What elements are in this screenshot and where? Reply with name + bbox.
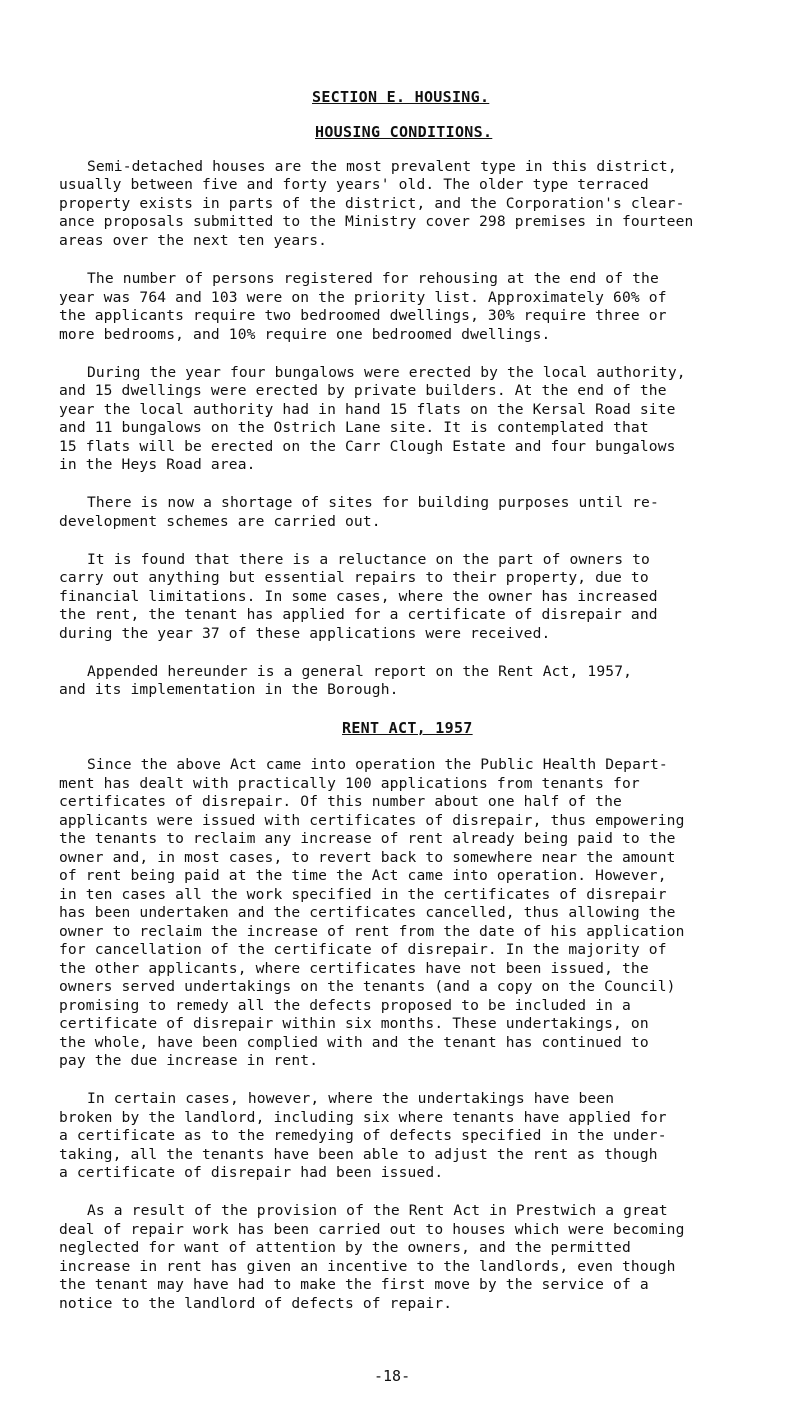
- paragraph-line: a certificate of disrepair had been issued.: [59, 1164, 444, 1181]
- paragraph-line: taking, all the tenants have been able to adjust the rent as though: [59, 1146, 658, 1163]
- page-number: -18-: [374, 1367, 411, 1385]
- paragraph-line: Since the above Act came into operation the Public Health Depart-: [87, 756, 668, 773]
- paragraph-line: owners served undertakings on the tenants (and a copy on the Council): [59, 978, 676, 995]
- paragraph-line: increase in rent has given an incentive to the landlords, even though: [59, 1258, 676, 1275]
- paragraph-line: deal of repair work has been carried out to houses which were becoming: [59, 1221, 685, 1238]
- paragraph-line: It is found that there is a reluctance on the part of owners to: [87, 551, 650, 568]
- paragraph-line: for cancellation of the certificate of disrepair. In the majority of: [59, 941, 667, 958]
- paragraph-line: certificate of disrepair within six months. These undertakings, on: [59, 1015, 649, 1032]
- paragraph-line: During the year four bungalows were erected by the local authority,: [87, 364, 686, 381]
- paragraph-line: the tenants to reclaim any increase of rent already being paid to the: [59, 830, 676, 847]
- subsection-title: HOUSING CONDITIONS.: [315, 123, 493, 141]
- paragraph-line: financial limitations. In some cases, where the owner has increased: [59, 588, 658, 605]
- paragraph-line: Appended hereunder is a general report on the Rent Act, 1957,: [87, 663, 633, 680]
- paragraph-line: ment has dealt with practically 100 applications from tenants for: [59, 775, 640, 792]
- paragraph-line: ance proposals submitted to the Ministry cover 298 premises in fourteen: [59, 213, 694, 230]
- paragraph-line: neglected for want of attention by the owners, and the permitted: [59, 1239, 631, 1256]
- paragraph-line: the whole, have been complied with and the tenant has continued to: [59, 1034, 649, 1051]
- paragraph-line: the tenant may have had to make the first move by the service of a: [59, 1276, 649, 1293]
- paragraph-line: during the year 37 of these applications were received.: [59, 625, 551, 642]
- rent-act-title: RENT ACT, 1957: [342, 719, 473, 737]
- paragraph-line: usually between five and forty years' old. The older type terraced: [59, 176, 649, 193]
- paragraph-line: promising to remedy all the defects proposed to be included in a: [59, 997, 631, 1014]
- paragraph-line: the other applicants, where certificates have not been issued, the: [59, 960, 649, 977]
- paragraph-line: and 15 dwellings were erected by private builders. At the end of the: [59, 382, 667, 399]
- paragraph-line: in ten cases all the work specified in the certificates of disrepair: [59, 886, 667, 903]
- paragraph-line: pay the due increase in rent.: [59, 1052, 319, 1069]
- paragraph-line: owner to reclaim the increase of rent from the date of his application: [59, 923, 685, 940]
- paragraph-line: carry out anything but essential repairs to their property, due to: [59, 569, 649, 586]
- section-title: SECTION E. HOUSING.: [312, 88, 490, 106]
- paragraph-line: has been undertaken and the certificates cancelled, thus allowing the: [59, 904, 676, 921]
- paragraph-line: areas over the next ten years.: [59, 232, 328, 249]
- paragraph-line: of rent being paid at the time the Act came into operation. However,: [59, 867, 667, 884]
- paragraph-line: property exists in parts of the district, and the Corporation's clear-: [59, 195, 685, 212]
- paragraph-line: development schemes are carried out.: [59, 513, 381, 530]
- paragraph-line: more bedrooms, and 10% require one bedroomed dwellings.: [59, 326, 551, 343]
- paragraph-line: the applicants require two bedroomed dwellings, 30% require three or: [59, 307, 667, 324]
- paragraph-line: in the Heys Road area.: [59, 456, 256, 473]
- paragraph-line: and its implementation in the Borough.: [59, 681, 399, 698]
- paragraph-line: Semi-detached houses are the most prevalent type in this district,: [87, 158, 677, 175]
- paragraph-line: year the local authority had in hand 15 flats on the Kersal Road site: [59, 401, 676, 418]
- paragraph-line: and 11 bungalows on the Ostrich Lane site. It is contemplated that: [59, 419, 649, 436]
- paragraph-line: As a result of the provision of the Rent Act in Prestwich a great: [87, 1202, 668, 1219]
- paragraph-line: notice to the landlord of defects of repair.: [59, 1295, 453, 1312]
- paragraph-line: certificates of disrepair. Of this number about one half of the: [59, 793, 622, 810]
- paragraph-line: broken by the landlord, including six where tenants have applied for: [59, 1109, 667, 1126]
- paragraph-line: year was 764 and 103 were on the priority list. Approximately 60% of: [59, 289, 667, 306]
- paragraph-line: 15 flats will be erected on the Carr Clough Estate and four bungalows: [59, 438, 676, 455]
- paragraph-line: owner and, in most cases, to revert back to somewhere near the amount: [59, 849, 676, 866]
- paragraph-line: the rent, the tenant has applied for a certificate of disrepair and: [59, 606, 658, 623]
- paragraph-line: In certain cases, however, where the undertakings have been: [87, 1090, 615, 1107]
- paragraph-line: The number of persons registered for rehousing at the end of the: [87, 270, 659, 287]
- paragraph-line: a certificate as to the remedying of defects specified in the under-: [59, 1127, 667, 1144]
- paragraph-line: There is now a shortage of sites for building purposes until re-: [87, 494, 659, 511]
- paragraph-line: applicants were issued with certificates of disrepair, thus empowering: [59, 812, 685, 829]
